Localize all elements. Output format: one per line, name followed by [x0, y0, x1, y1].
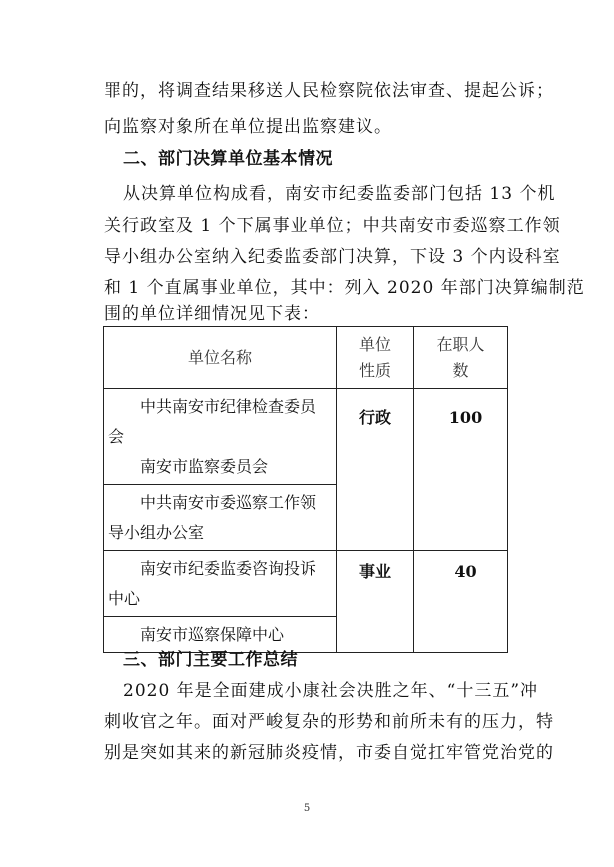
unit-name-cell — [104, 551, 337, 617]
unit-name-text: 会 — [108, 427, 125, 446]
table-header-row — [104, 327, 508, 389]
section-heading-2: 二、部门决算单位基本情况 — [123, 149, 333, 169]
body-line: 从决算单位构成看，南安市纪委监委部门包括 13 个机 — [123, 184, 556, 204]
header-staff-count-line2: 数 — [452, 361, 469, 380]
table-row — [104, 389, 508, 485]
header-unit-type — [337, 327, 414, 389]
unit-name-text: 中共南安市委巡察工作领 — [140, 493, 317, 512]
unit-name-text: 南安市监察委员会 — [140, 457, 269, 476]
header-unit-name: 单位名称 — [104, 327, 337, 389]
header-staff-count — [414, 327, 508, 389]
unit-table — [103, 326, 508, 653]
unit-name-text: 南安市巡察保障中心 — [140, 625, 285, 644]
body-line: 刺收官之年。面对严峻复杂的形势和前所未有的压力，特 — [104, 712, 554, 732]
unit-name-text: 南安市纪委监委咨询投诉 — [140, 559, 317, 578]
unit-type-cell: 事业 — [337, 551, 414, 653]
staff-count-cell: 40 — [414, 551, 508, 653]
body-line: 罪的，将调查结果移送人民检察院依法审查、提起公诉； — [104, 81, 554, 101]
body-line: 和 1 个直属事业单位，其中：列入 2020 年部门决算编制范 — [104, 278, 585, 298]
page-number: 5 — [303, 803, 311, 814]
section-heading-3: 三、部门主要工作总结 — [123, 650, 298, 670]
body-line: 2020 年是全面建成小康社会决胜之年、“十三五”冲 — [123, 681, 539, 701]
unit-name-cell — [104, 389, 337, 485]
body-line: 围的单位详细情况见下表： — [104, 304, 320, 324]
unit-name-text: 中心 — [108, 589, 141, 608]
unit-type-cell: 行政 — [337, 389, 414, 551]
header-unit-type-line2: 性质 — [358, 361, 391, 380]
unit-name-text: 导小组办公室 — [108, 523, 205, 542]
unit-name-text: 中共南安市纪律检查委员 — [140, 397, 317, 416]
body-line: 别是突如其来的新冠肺炎疫情，市委自觉扛牢管党治党的 — [104, 743, 554, 763]
body-line: 导小组办公室纳入纪委监委部门决算，下设 3 个内设科室 — [104, 247, 561, 267]
header-unit-type-line1: 单位 — [358, 335, 391, 354]
body-line: 关行政室及 1 个下属事业单位；中共南安市委巡察工作领 — [104, 216, 561, 236]
staff-count-cell: 100 — [414, 389, 508, 551]
body-line: 向监察对象所在单位提出监察建议。 — [104, 117, 392, 137]
table-row — [104, 551, 508, 617]
unit-name-cell — [104, 485, 337, 551]
header-staff-count-line1: 在职人 — [436, 335, 485, 354]
